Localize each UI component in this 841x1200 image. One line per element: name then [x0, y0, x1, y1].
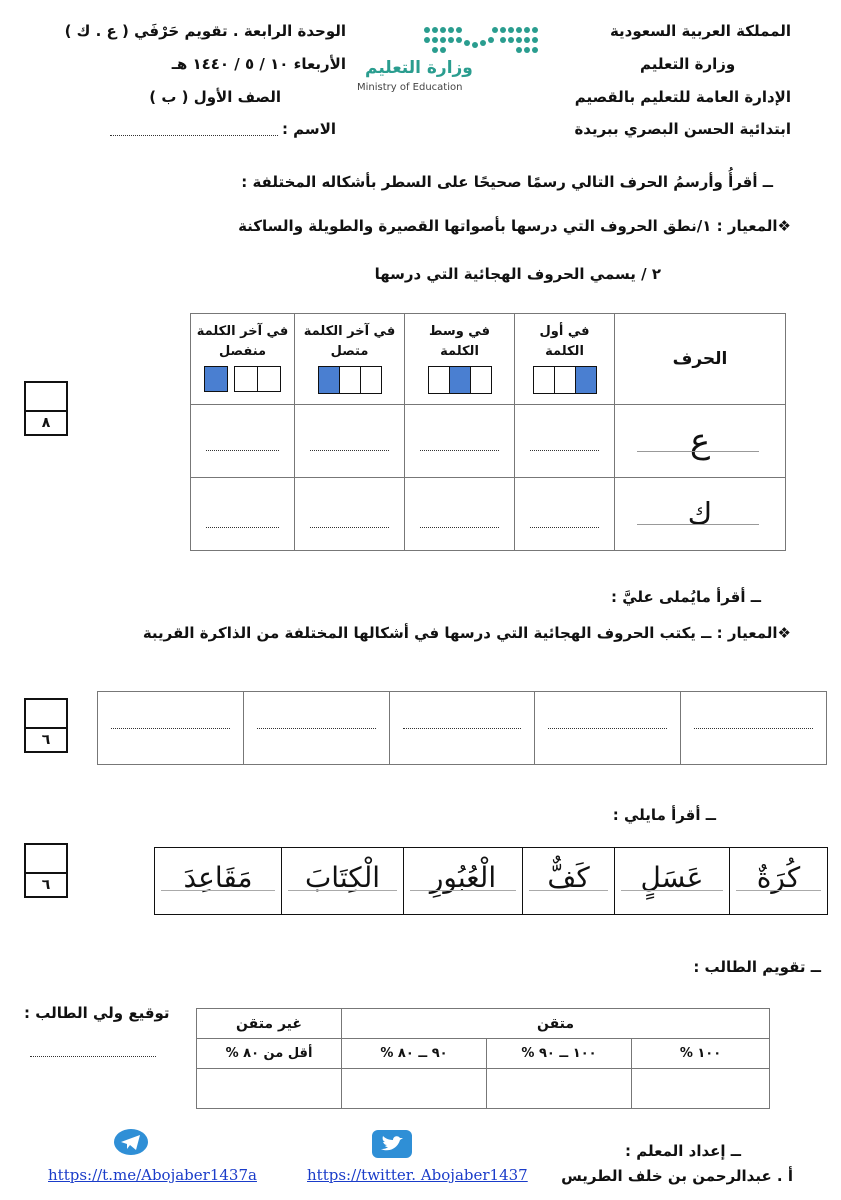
baseline	[637, 524, 759, 525]
header-grade: الصف الأول ( ب )	[149, 88, 281, 106]
section2-score-box	[24, 698, 68, 753]
word-cell	[522, 848, 614, 914]
logo-text-en: Ministry of Education	[357, 82, 463, 93]
master-header: متقن	[342, 1009, 770, 1039]
baseline	[637, 451, 759, 452]
word-asal: عَسَلٍ	[640, 861, 704, 894]
range-below-80: أقل من ٨٠ %	[197, 1039, 342, 1069]
word-cell	[614, 848, 729, 914]
score-blank[interactable]	[26, 845, 66, 874]
dictation-cell-3[interactable]	[389, 692, 535, 765]
guardian-signature-label: توقيع ولي الطالب :	[24, 1004, 170, 1022]
letter-kaf: ك	[687, 496, 713, 532]
dictation-cell-2[interactable]	[535, 692, 681, 765]
header-country: المملكة العربية السعودية	[609, 22, 791, 40]
logo-dots-icon	[355, 18, 545, 58]
twitter-icon[interactable]	[372, 1130, 412, 1162]
score-blank[interactable]	[26, 700, 66, 729]
header-ministry: وزارة التعليم	[640, 55, 736, 73]
word-cell	[403, 848, 522, 914]
range-80-90: ٩٠ ــ ٨٠ %	[342, 1039, 487, 1069]
logo-text-ar: وزارة التعليم	[365, 58, 473, 78]
section1-score-box	[24, 381, 68, 436]
header-administration: الإدارة العامة للتعليم بالقصيم	[574, 88, 791, 106]
word-maqaid: مَقَاعِدَ	[183, 861, 253, 894]
name-line[interactable]	[110, 135, 278, 136]
cell-ain-final-separate[interactable]	[191, 405, 295, 478]
guardian-signature-line[interactable]	[30, 1056, 156, 1057]
word-kura: كُرَةٌ	[756, 861, 801, 894]
cell-ain-medial[interactable]	[405, 405, 515, 478]
section1-instruction: ــ أقرأُ وأرسمُ الحرف التالي رسمًا صحيحًا على السطر بأشكاله المختلفة :	[241, 173, 773, 191]
section1-criterion-2: ٢ / يسمي الحروف الهجائية التي درسها	[374, 265, 661, 283]
score-max: ٦	[41, 877, 51, 893]
header-unit: الوحدة الرابعة . تقويم حَرْفَي ( ع . ك )	[64, 22, 346, 40]
section2-criterion: ❖المعيار : ــ يكتب الحروف الهجائية التي درسها في أشكالها المختلفة من الذاكرة القريبة	[142, 624, 791, 642]
twitter-link[interactable]: https://twitter. Abojaber1437	[307, 1166, 528, 1184]
shape-final-separate-header: في آخر الكلمة منفصل	[191, 314, 295, 405]
cell-ain-final-connected[interactable]	[295, 405, 405, 478]
eval-cell-90-100[interactable]	[487, 1069, 632, 1109]
not-master-header: غير متقن	[197, 1009, 342, 1039]
range-100: ١٠٠ %	[632, 1039, 770, 1069]
header-name-label: الاسم :	[281, 120, 336, 138]
eval-cell-below-80[interactable]	[197, 1069, 342, 1109]
telegram-icon[interactable]	[113, 1128, 149, 1160]
letter-column-header: الحرف	[615, 314, 786, 405]
teacher-name: أ . عبدالرحمن بن خلف الطريس	[561, 1167, 793, 1185]
medial-indicator	[428, 366, 492, 394]
dictation-cell-5[interactable]	[98, 692, 244, 765]
word-cell	[281, 848, 403, 914]
ministry-logo	[355, 18, 545, 98]
word-kaff: كَفٌّ	[547, 861, 590, 894]
score-max: ٨	[41, 415, 51, 431]
word-cell	[155, 848, 281, 914]
word-alubur: الْعُبُورِ	[429, 861, 497, 894]
dictation-cell-4[interactable]	[243, 692, 389, 765]
section1-criterion-1: ❖المعيار : ١/نطق الحروف التي درسها بأصواتها القصيرة والطويلة والساكنة	[238, 217, 791, 235]
header-date: الأربعاء ١٠ / ٥ / ١٤٤٠ هـ	[171, 55, 346, 73]
final-connected-indicator	[318, 366, 382, 394]
shape-initial-header: في أول الكلمة	[515, 314, 615, 405]
cell-kaf-final-separate[interactable]	[191, 478, 295, 551]
letter-shapes-table	[190, 313, 786, 551]
dictation-table	[97, 691, 827, 765]
score-blank[interactable]	[26, 383, 66, 412]
letter-ain: ع	[689, 421, 711, 461]
eval-cell-80-90[interactable]	[342, 1069, 487, 1109]
initial-indicator	[533, 366, 597, 394]
section3-score-box	[24, 843, 68, 898]
prepared-by-label: ــ إعداد المعلم :	[625, 1142, 741, 1160]
cell-kaf-medial[interactable]	[405, 478, 515, 551]
eval-cell-100[interactable]	[632, 1069, 770, 1109]
cell-kaf-final-connected[interactable]	[295, 478, 405, 551]
header-school: ابتدائية الحسن البصري ببريدة	[574, 120, 791, 138]
letter-cell-ain	[615, 405, 786, 478]
shape-medial-header: في وسط الكلمة	[405, 314, 515, 405]
evaluation-table	[196, 1008, 770, 1109]
dictation-cell-1[interactable]	[681, 692, 827, 765]
word-cell	[729, 848, 827, 914]
telegram-link[interactable]: https://t.me/Abojaber1437a	[48, 1166, 257, 1184]
final-separate-indicator	[204, 366, 281, 392]
section2-instruction: ــ أقرأ مايُملى عليَّ :	[610, 588, 761, 606]
range-90-100: ١٠٠ ــ ٩٠ %	[487, 1039, 632, 1069]
cell-ain-initial[interactable]	[515, 405, 615, 478]
letter-cell-kaf	[615, 478, 786, 551]
section3-instruction: ــ أقرأ مايلي :	[612, 806, 716, 824]
shape-final-connected-header: في آخر الكلمة متصل	[295, 314, 405, 405]
evaluation-title: ــ تقويم الطالب :	[693, 958, 821, 976]
word-alkitab: الْكِتَابَ	[304, 861, 381, 894]
cell-kaf-initial[interactable]	[515, 478, 615, 551]
score-max: ٦	[41, 732, 51, 748]
reading-words-strip	[154, 847, 828, 915]
